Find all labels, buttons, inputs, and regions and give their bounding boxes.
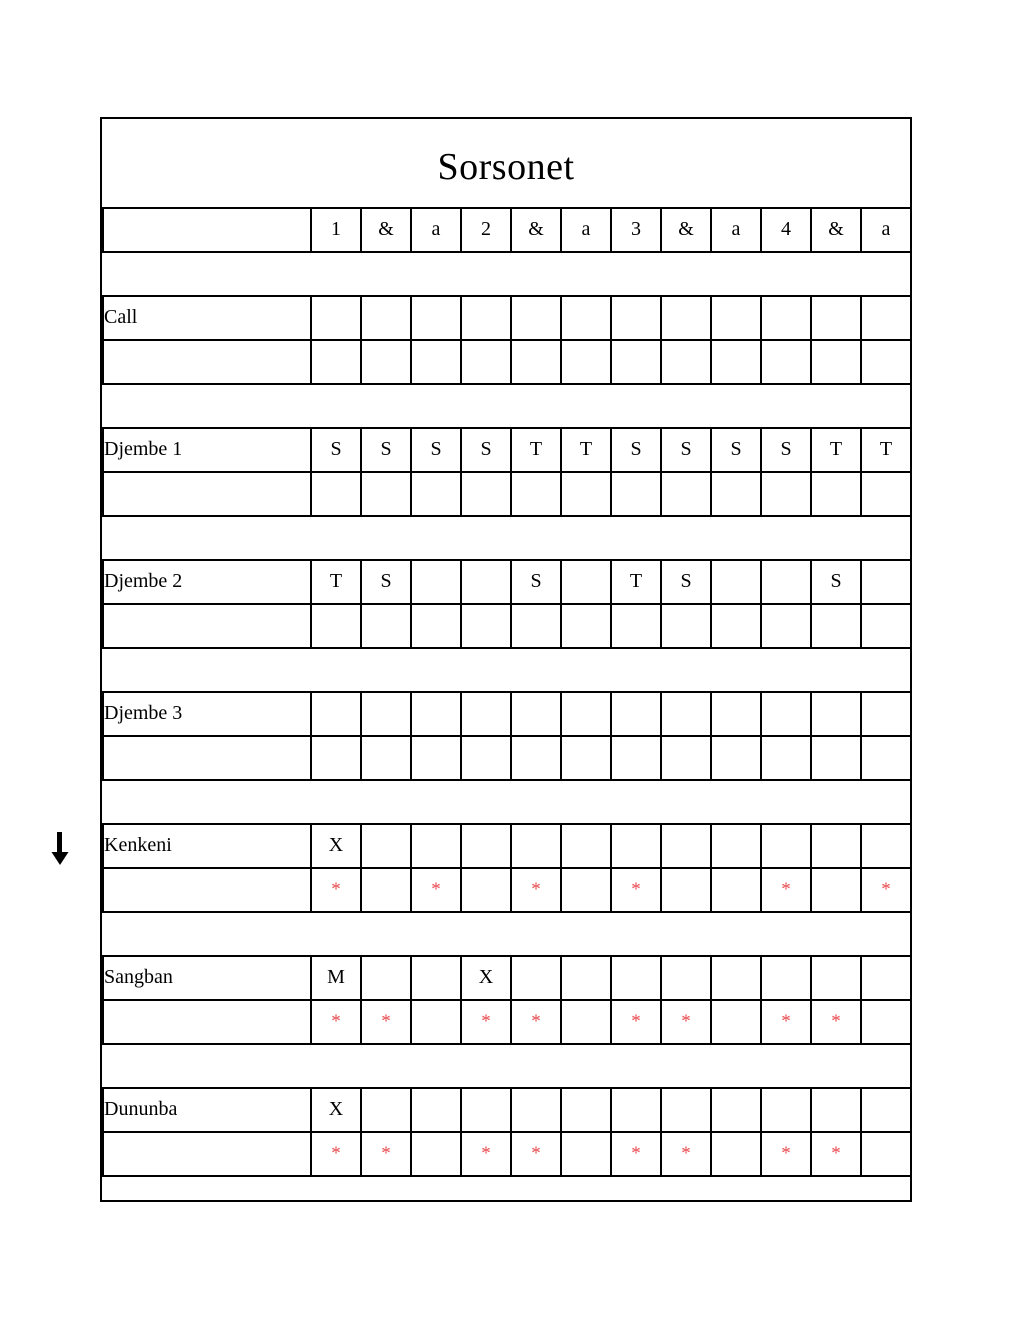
accent-cell[interactable] [511,1132,561,1176]
accent-cell[interactable] [811,472,861,516]
note-cell[interactable] [411,956,461,1000]
note-cell[interactable] [561,296,611,340]
note-cell[interactable] [761,824,811,868]
note-cell[interactable]: S [611,428,661,472]
accent-cell[interactable] [511,736,561,780]
accent-mark: * [831,1011,841,1033]
part-row [103,1088,911,1132]
note-cell[interactable] [811,1088,861,1132]
note-cell[interactable]: M [311,956,361,1000]
accent-cell[interactable] [661,868,711,912]
accent-cell[interactable] [711,1132,761,1176]
accent-cell[interactable] [461,340,511,384]
accent-mark: * [531,1011,541,1033]
note-cell[interactable]: T [511,428,561,472]
note-cell[interactable] [661,692,711,736]
note-cell[interactable] [811,692,861,736]
accent-mark: * [381,1011,391,1033]
note-cell[interactable]: S [811,560,861,604]
beat-header-row [103,208,911,252]
accent-cell[interactable] [861,868,911,912]
note-cell[interactable]: T [861,428,911,472]
accent-cell[interactable] [761,472,811,516]
accent-cell[interactable] [711,604,761,648]
note-cell[interactable]: S [711,428,761,472]
note-cell[interactable] [361,1088,411,1132]
accent-cell[interactable] [511,604,561,648]
accent-cell[interactable] [511,868,561,912]
note-cell[interactable]: S [461,428,511,472]
accent-cell[interactable] [861,340,911,384]
note-cell[interactable]: S [761,428,811,472]
beat-header-cell: & [661,208,711,252]
accent-cell[interactable] [611,1000,661,1044]
row-spacer [103,252,911,296]
accent-mark: * [681,1011,691,1033]
note-cell[interactable] [461,296,511,340]
accent-mark: * [331,1011,341,1033]
note-cell[interactable] [411,296,461,340]
accent-mark: * [781,879,791,901]
note-cell[interactable] [611,1088,661,1132]
accent-cell[interactable] [711,472,761,516]
accent-cell[interactable] [811,736,861,780]
row-spacer-cell [103,912,911,956]
row-spacer [103,912,911,956]
note-cell[interactable] [661,824,711,868]
accent-mark: * [781,1011,791,1033]
row-spacer-cell [103,1044,911,1088]
part-row [103,428,911,472]
accent-cell[interactable] [361,340,411,384]
note-cell[interactable] [611,956,661,1000]
beat-header-cell: & [511,208,561,252]
note-cell[interactable] [311,296,361,340]
note-cell[interactable] [361,956,411,1000]
row-spacer-cell [103,252,911,296]
part-label: Djembe 2 [103,560,311,604]
note-cell[interactable] [861,560,911,604]
note-cell[interactable]: S [411,428,461,472]
accent-cell[interactable] [311,1000,361,1044]
part-label: Djembe 3 [103,692,311,736]
accent-cell[interactable] [611,868,661,912]
beat-header-cell: 4 [761,208,811,252]
row-spacer [103,1044,911,1088]
note-cell[interactable] [561,560,611,604]
accent-mark: * [431,879,441,901]
part-accent-row [103,472,911,516]
accent-cell[interactable] [461,604,511,648]
note-cell[interactable]: T [811,428,861,472]
accent-cell[interactable] [861,736,911,780]
beat-header-cell: a [711,208,761,252]
accent-mark: * [631,879,641,901]
note-cell[interactable] [361,692,411,736]
note-cell[interactable] [461,1088,511,1132]
beat-header-cell: & [361,208,411,252]
part-accent-label [103,1000,311,1044]
accent-cell[interactable] [411,472,461,516]
accent-mark: * [381,1143,391,1165]
note-cell[interactable]: S [361,560,411,604]
part-label: Sangban [103,956,311,1000]
accent-cell[interactable] [811,340,861,384]
accent-cell[interactable] [411,340,461,384]
note-cell[interactable] [811,956,861,1000]
row-spacer [103,648,911,692]
accent-cell[interactable] [661,1132,711,1176]
part-accent-label [103,1132,311,1176]
note-cell[interactable] [711,560,761,604]
rhythm-grid [102,207,912,1177]
note-cell[interactable] [761,560,811,604]
note-cell[interactable] [361,296,411,340]
accent-cell[interactable] [711,868,761,912]
note-cell[interactable] [861,692,911,736]
accent-cell[interactable] [561,868,611,912]
accent-cell[interactable] [361,1132,411,1176]
accent-cell[interactable] [411,868,461,912]
note-cell[interactable] [511,824,561,868]
note-cell[interactable] [561,956,611,1000]
beat-header-label [103,208,311,252]
row-spacer [103,780,911,824]
note-cell[interactable]: S [361,428,411,472]
accent-cell[interactable] [361,472,411,516]
note-cell[interactable] [861,824,911,868]
accent-cell[interactable] [711,340,761,384]
accent-mark: * [631,1143,641,1165]
part-row [103,296,911,340]
note-cell[interactable] [661,1088,711,1132]
note-cell[interactable] [711,956,761,1000]
rhythm-sheet [100,117,912,1202]
note-cell[interactable] [761,692,811,736]
accent-cell[interactable] [761,604,811,648]
accent-cell[interactable] [461,1000,511,1044]
accent-cell[interactable] [861,472,911,516]
accent-cell[interactable] [561,1132,611,1176]
accent-cell[interactable] [661,736,711,780]
accent-cell[interactable] [411,1000,461,1044]
accent-cell[interactable] [811,868,861,912]
note-cell[interactable]: T [311,560,361,604]
accent-cell[interactable] [661,1000,711,1044]
accent-cell[interactable] [761,868,811,912]
note-cell[interactable] [411,560,461,604]
row-spacer-cell [103,516,911,560]
row-spacer-cell [103,384,911,428]
part-label: Dununba [103,1088,311,1132]
accent-cell[interactable] [511,1000,561,1044]
note-cell[interactable]: X [311,1088,361,1132]
accent-cell[interactable] [811,1000,861,1044]
accent-cell[interactable] [811,1132,861,1176]
accent-cell[interactable] [461,1132,511,1176]
accent-cell[interactable] [311,604,361,648]
accent-cell[interactable] [661,604,711,648]
accent-cell[interactable] [611,472,661,516]
accent-cell[interactable] [311,1132,361,1176]
accent-cell[interactable] [561,1000,611,1044]
beat-header-cell: a [561,208,611,252]
accent-mark: * [681,1143,691,1165]
part-row [103,692,911,736]
accent-mark: * [781,1143,791,1165]
note-cell[interactable] [661,956,711,1000]
note-cell[interactable] [861,1088,911,1132]
note-cell[interactable] [711,1088,761,1132]
accent-cell[interactable] [561,604,611,648]
part-accent-label [103,340,311,384]
part-accent-row [103,604,911,648]
accent-cell[interactable] [411,604,461,648]
down-arrow-icon [50,832,70,866]
accent-cell[interactable] [711,736,761,780]
part-label: Kenkeni [103,824,311,868]
note-cell[interactable] [411,1088,461,1132]
beat-header-cell: & [811,208,861,252]
accent-cell[interactable] [361,868,411,912]
accent-cell[interactable] [511,472,561,516]
note-cell[interactable] [861,956,911,1000]
beat-header-cell: a [411,208,461,252]
part-label: Call [103,296,311,340]
note-cell[interactable] [711,692,761,736]
accent-mark: * [331,1143,341,1165]
beat-header-cell: 3 [611,208,661,252]
note-cell[interactable] [811,296,861,340]
note-cell[interactable] [711,824,761,868]
accent-mark: * [481,1011,491,1033]
accent-cell[interactable] [861,1132,911,1176]
accent-cell[interactable] [361,604,411,648]
note-cell[interactable] [561,692,611,736]
part-accent-row [103,868,911,912]
note-cell[interactable]: S [661,560,711,604]
accent-cell[interactable] [311,340,361,384]
note-cell[interactable]: X [461,956,511,1000]
accent-cell[interactable] [761,1132,811,1176]
part-label: Djembe 1 [103,428,311,472]
accent-cell[interactable] [411,736,461,780]
note-cell[interactable] [511,956,561,1000]
part-accent-row [103,736,911,780]
note-cell[interactable] [511,692,561,736]
row-spacer [103,516,911,560]
accent-cell[interactable] [761,1000,811,1044]
beat-header-cell: a [861,208,911,252]
accent-mark: * [881,879,891,901]
note-cell[interactable]: T [561,428,611,472]
note-cell[interactable] [461,824,511,868]
part-row [103,956,911,1000]
note-cell[interactable] [611,692,661,736]
accent-mark: * [831,1143,841,1165]
note-cell[interactable] [361,824,411,868]
accent-cell[interactable] [711,1000,761,1044]
part-row [103,560,911,604]
accent-cell[interactable] [411,1132,461,1176]
part-accent-label [103,736,311,780]
note-cell[interactable]: S [311,428,361,472]
note-cell[interactable] [861,296,911,340]
accent-cell[interactable] [611,1132,661,1176]
note-cell[interactable] [411,692,461,736]
accent-cell[interactable] [861,1000,911,1044]
accent-cell[interactable] [361,736,411,780]
accent-mark: * [331,879,341,901]
accent-cell[interactable] [361,1000,411,1044]
accent-cell[interactable] [461,736,511,780]
note-cell[interactable] [561,824,611,868]
note-cell[interactable] [561,1088,611,1132]
note-cell[interactable] [511,296,561,340]
accent-cell[interactable] [661,340,711,384]
accent-cell[interactable] [561,736,611,780]
accent-cell[interactable] [611,340,661,384]
note-cell[interactable] [611,824,661,868]
page-title: Sorsonet [437,146,575,188]
row-spacer-cell [103,648,911,692]
part-accent-label [103,604,311,648]
note-cell[interactable] [661,296,711,340]
note-cell[interactable] [461,560,511,604]
note-cell[interactable]: T [611,560,661,604]
accent-cell[interactable] [811,604,861,648]
beat-header-cell: 2 [461,208,511,252]
note-cell[interactable] [611,296,661,340]
note-cell[interactable] [511,1088,561,1132]
accent-mark: * [631,1011,641,1033]
accent-cell[interactable] [761,340,811,384]
accent-cell[interactable] [311,868,361,912]
row-spacer [103,384,911,428]
accent-cell[interactable] [511,340,561,384]
part-accent-label [103,868,311,912]
note-cell[interactable] [811,824,861,868]
part-accent-row [103,1000,911,1044]
accent-cell[interactable] [561,340,611,384]
note-cell[interactable]: S [511,560,561,604]
accent-cell[interactable] [761,736,811,780]
beat-header-cell: 1 [311,208,361,252]
note-cell[interactable] [461,692,511,736]
accent-cell[interactable] [611,604,661,648]
accent-cell[interactable] [311,472,361,516]
accent-mark: * [531,1143,541,1165]
note-cell[interactable] [311,692,361,736]
accent-cell[interactable] [461,868,511,912]
note-cell[interactable] [761,1088,811,1132]
note-cell[interactable]: S [661,428,711,472]
note-cell[interactable] [761,296,811,340]
accent-cell[interactable] [561,472,611,516]
accent-cell[interactable] [661,472,711,516]
note-cell[interactable] [711,296,761,340]
accent-mark: * [481,1143,491,1165]
accent-mark: * [531,879,541,901]
note-cell[interactable]: X [311,824,361,868]
accent-cell[interactable] [311,736,361,780]
note-cell[interactable] [411,824,461,868]
accent-cell[interactable] [461,472,511,516]
note-cell[interactable] [761,956,811,1000]
part-accent-row [103,1132,911,1176]
row-spacer-cell [103,780,911,824]
part-accent-row [103,340,911,384]
accent-cell[interactable] [861,604,911,648]
accent-cell[interactable] [611,736,661,780]
part-accent-label [103,472,311,516]
part-row [103,824,911,868]
